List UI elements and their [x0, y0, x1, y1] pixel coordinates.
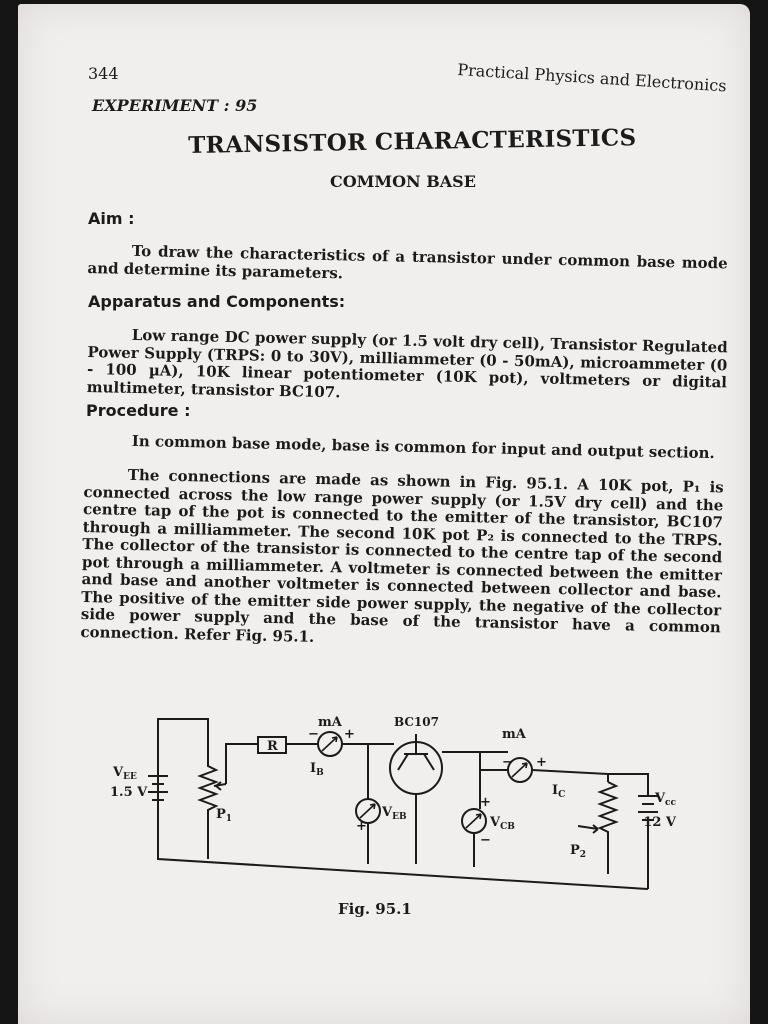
- book-title: Practical Physics and Electronics: [456, 60, 728, 96]
- svg-text:Vcc: $V_{cc}$: [654, 791, 676, 808]
- vee-value: 1.5 V: [110, 785, 148, 800]
- page-subtitle: COMMON BASE: [330, 172, 476, 191]
- transistor-label: BC107: [394, 715, 439, 729]
- svg-text:P2: $P_2$: [570, 843, 587, 860]
- apparatus-heading: Apparatus and Components:: [88, 292, 346, 311]
- svg-text:−: −: [308, 727, 319, 742]
- svg-text:P1: $P_1$: [216, 807, 233, 824]
- svg-text:IB: $I_B$: [310, 761, 324, 778]
- transistor-symbol: [398, 734, 434, 770]
- circuit-diagram: [108, 704, 676, 904]
- textbook-page: [18, 4, 750, 1024]
- svg-text:+: +: [344, 727, 355, 742]
- apparatus-text: Low range DC power supply (or 1.5 volt dry cell), Transistor Regulated Power Supply (TRPS: 0 to 30V), milliammeter (0 - 50mA), microammeter (0 - 100 µA), 10K linear potentiometer (10K pot), voltmeters or digital multimeter, transistor BC107.: [86, 325, 728, 401]
- page-title: TRANSISTOR CHARACTERISTICS: [188, 124, 637, 159]
- potentiometer-p1: [200, 762, 216, 859]
- potentiometer-p2: [600, 782, 616, 874]
- svg-text:+: +: [536, 755, 547, 770]
- aim-text: To draw the characteristics of a transistor under common base mode and determine its parameters.: [87, 241, 728, 282]
- svg-text:VEE: $V_{EE}$: [113, 765, 137, 782]
- ma-right-label: mA: [502, 727, 526, 742]
- svg-text:+: +: [356, 819, 367, 834]
- aim-heading: Aim :: [88, 209, 135, 228]
- page-number: 344: [88, 64, 119, 83]
- svg-text:−: −: [502, 755, 513, 770]
- wire-top-left: [178, 719, 208, 762]
- procedure-paragraph-1: In common base mode, base is common for input and output section.: [131, 431, 715, 463]
- svg-text:+: +: [480, 795, 491, 810]
- ma-left-label: mA: [318, 715, 342, 730]
- vcc-value: 12 V: [643, 815, 676, 830]
- experiment-label: EXPERIMENT : 95: [92, 96, 258, 115]
- svg-text:VCB: $V_{CB}$: [490, 815, 515, 832]
- svg-text:IC: $I_C$: [552, 783, 566, 800]
- procedure-paragraph-2: The connections are made as shown in Fig. 95.1. A 10K pot, P₁ is connected across the low range power supply (or 1.5V dry cell) and the centre tap of the pot is connected to the emitter of the transistor, BC107 through a milliammeter. The second 10K pot P₂ is connected to the TRPS. The collector of the transistor is connected to the centre tap of the second pot through a milliammeter. A voltmeter is connected between the emitter and base and another voltmeter is connected between collector and base. The positive of the emitter side power supply, the negative of the collector side power supply and the base of the transistor have a common connection. Refer Fig. 95.1.: [80, 465, 724, 646]
- resistor-label: R: [267, 739, 278, 754]
- wire-p1-to-r: [226, 744, 258, 784]
- procedure-heading: Procedure :: [86, 401, 191, 420]
- svg-text:−: −: [480, 833, 491, 848]
- figure-caption: Fig. 95.1: [338, 900, 412, 918]
- svg-text:VEB: $V_{EB}$: [382, 805, 407, 822]
